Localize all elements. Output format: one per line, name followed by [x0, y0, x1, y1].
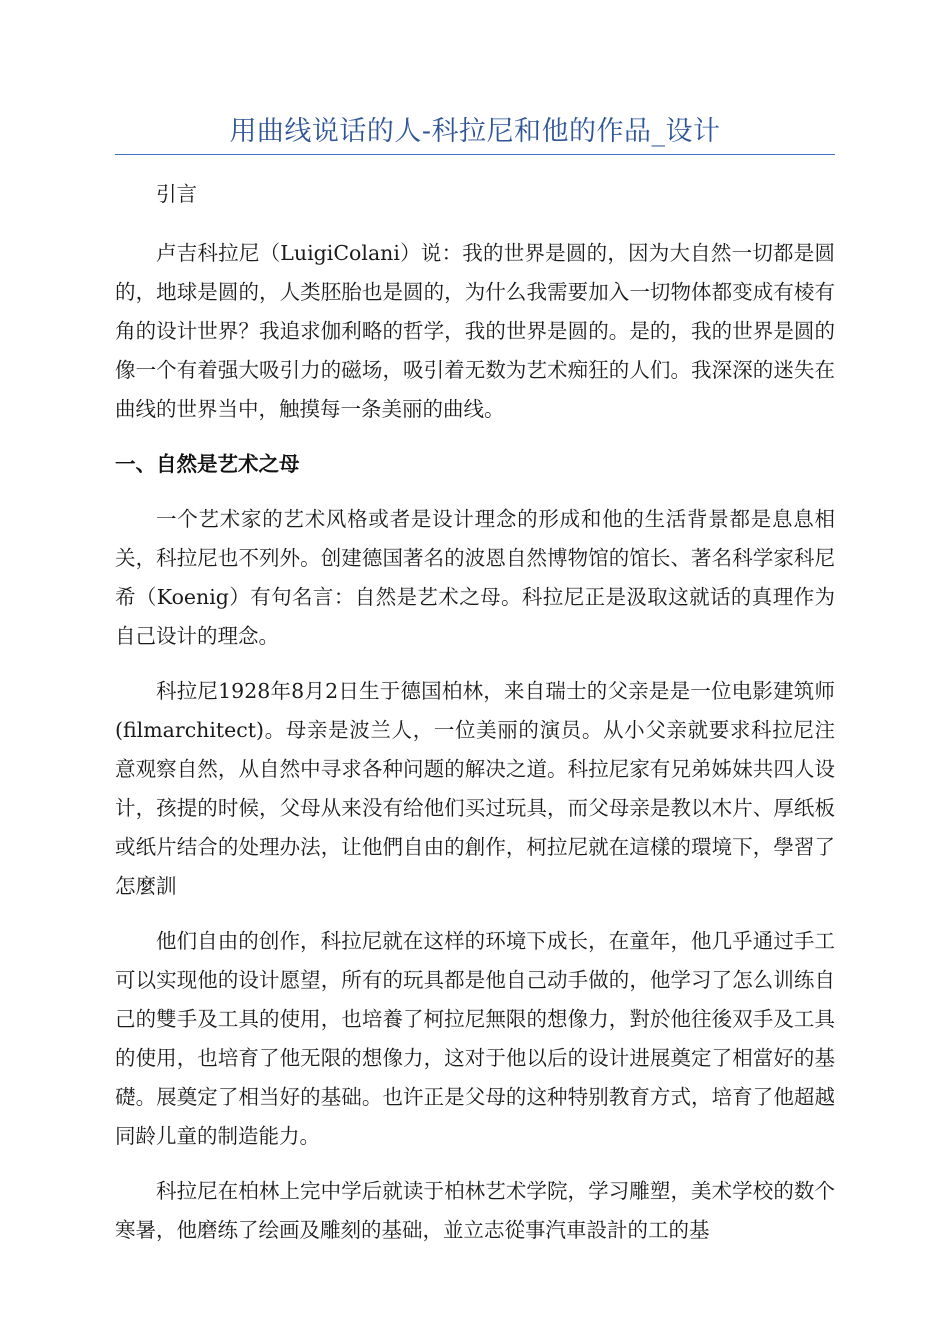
paragraph-intro-quote: 卢吉科拉尼（LuigiColani）说：我的世界是圆的，因为大自然一切都是圆的，地球是圆的，人类胚胎也是圆的，为什么我需要加入一切物体都变成有棱有角的设计世界？我追求伽利略的哲学，我的世界是圆的。是的，我的世界是圆的像一个有着强大吸引力的磁场，吸引着无数为艺术痴狂的人们。我深深的迷失在曲线的世界当中，触摸每一条美丽的曲线。	[115, 241, 835, 421]
section-heading: 一、自然是艺术之母	[115, 452, 300, 476]
document-body	[115, 175, 835, 1266]
title-underline	[115, 154, 835, 155]
paragraph-art-school: 科拉尼在柏林上完中学后就读于柏林艺术学院，学习雕塑，美术学校的数个寒暑，他磨练了绘画及雕刻的基础，並立志從事汽車設計的工的基	[115, 1179, 835, 1242]
paragraph-birth-and-childhood: 科拉尼1928年8月2日生于德国柏林，来自瑞士的父亲是是一位电影建筑师(filmarchitect)。母亲是波兰人，一位美丽的演员。从小父亲就要求科拉尼注意观察自然，从自然中寻求各种问题的解决之道。科拉尼家有兄弟姊妹共四人设计，孩提的时候，父母从来没有给他们买过玩具，而父母亲是教以木片、厚纸板或纸片结合的处理办法，让他們自由的創作，柯拉尼就在這樣的環境下，學習了怎麼訓	[115, 679, 835, 898]
paragraph-nature-mother-of-art: 一个艺术家的艺术风格或者是设计理念的形成和他的生活背景都是息息相关，科拉尼也不列外。创建德国著名的波恩自然博物馆的馆长、著名科学家科尼希（Koenig）有句名言：自然是艺术之母。科拉尼正是汲取这就话的真理作为自己设计的理念。	[115, 507, 835, 648]
document-title: 用曲线说话的人-科拉尼和他的作品_设计	[229, 116, 721, 147]
intro-label: 引言	[156, 182, 197, 206]
paragraph-free-creation: 他们自由的创作，科拉尼就在这样的环境下成长，在童年，他几乎通过手工可以实现他的设计愿望，所有的玩具都是他自己动手做的，他学习了怎么训练自己的雙手及工具的使用，也培養了柯拉尼無限的想像力，對於他往後双手及工具的使用，也培育了他无限的想像力，这对于他以后的设计进展奠定了相當好的基礎。展奠定了相当好的基础。也许正是父母的这种特别教育方式，培育了他超越同龄儿童的制造能力。	[115, 929, 835, 1148]
